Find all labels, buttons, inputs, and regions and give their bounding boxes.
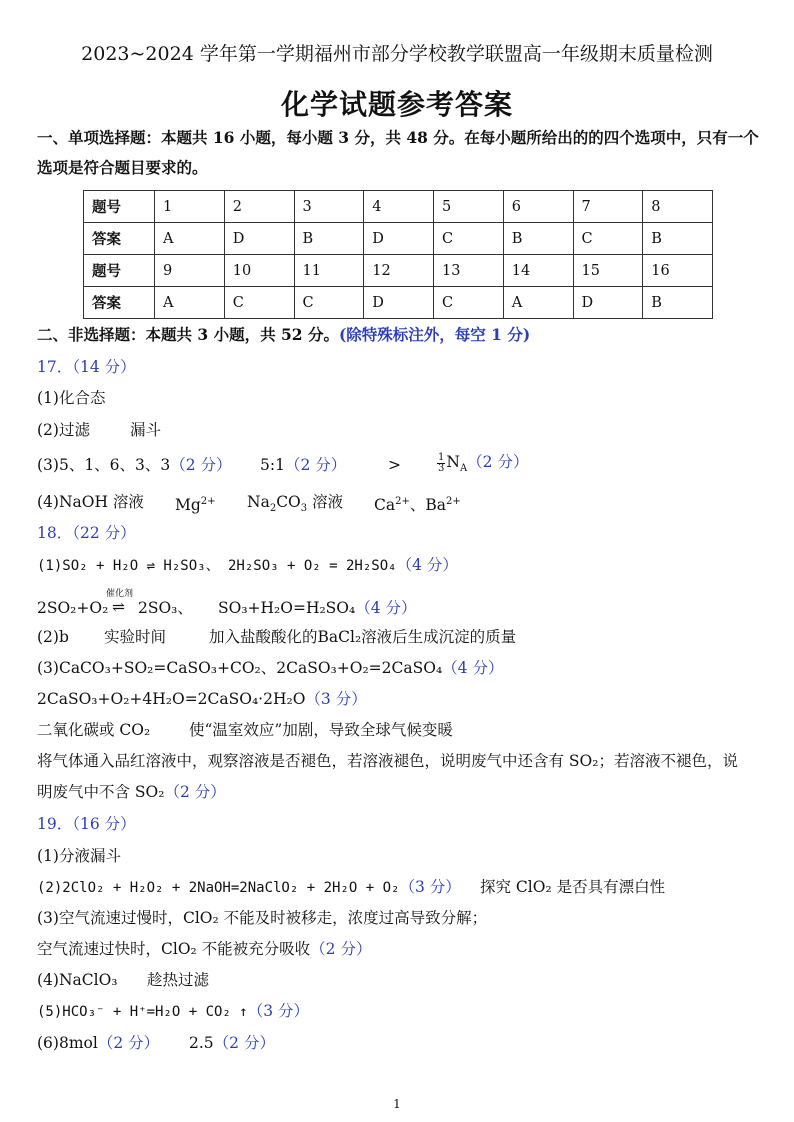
row-label: 题号 [84,255,155,287]
q17-answer-3a [37,455,232,475]
row-label: 答案 [84,223,155,255]
table-cell: 4 [364,191,434,223]
q19-equation-1: (2)2ClO₂ + H₂O₂ + 2NaOH=2NaClO₂ + 2H₂O + O₂ [37,880,400,896]
q19-answer-4b: 趁热过滤 [147,971,210,989]
table-cell: 15 [573,255,643,287]
q18-equation-2: SO₃+H₂O=H₂SO₄ [218,599,356,617]
q19-answer-1: (1)分液漏斗 [37,847,121,865]
q17-answer-3a-text: (3)5、1、6、3、3 [37,456,171,474]
q18-answer-1 [37,555,458,576]
section1-instructions-line2: 选项是符合题目要求的。 [37,158,208,177]
charge-superscript: 2+ [395,496,410,507]
q17-answer-3c: > [388,456,401,474]
q18-heading: 18．（22 分） [37,524,136,542]
q19-answer-3b-score: （2 分） [310,940,372,958]
fraction-numerator: 1 [438,451,445,463]
table-cell: C [434,223,504,255]
q19-answer-2-score: （3 分） [399,878,461,896]
q18-answer-3a [37,658,503,678]
page-title: 化学试题参考答案 [280,88,513,121]
q18-answer-2a: (2)b [37,628,69,646]
q18-answer-3b-score: （3 分） [305,690,367,708]
q17-answer-3d-score: （2 分） [467,453,529,471]
q19-answer-6a-text: (6)8mol [37,1034,98,1052]
table-cell: D [224,223,294,255]
table-row [84,223,713,255]
avogadro-symbol: N [446,453,460,471]
table-cell: 7 [573,191,643,223]
q17-answer-2b: 漏斗 [130,421,162,439]
table-cell: 12 [364,255,434,287]
q18-answer-1b-score: （4 分） [355,599,417,617]
formula-part: CO [276,493,301,511]
q19-answer-3b-text: 空气流速过快时，ClO₂ 不能被充分吸收 [37,940,311,958]
table-cell: B [503,223,573,255]
q18-answer-1b-right [218,598,417,618]
q19-answer-6b [189,1033,275,1053]
table-cell: D [573,287,643,319]
q18-answer-3e: 将气体通入品红溶液中，观察溶液是否褪色，若溶液褪色，说明废气中还含有 SO₂；若溶液不褪色，说 [37,752,738,770]
q19-answer-2b: 探究 ClO₂ 是否具有漂白性 [480,878,666,896]
section2-note: (除特殊标注外，每空 1 分) [338,325,531,344]
q19-answer-6a-score: （2 分） [97,1034,160,1052]
table-cell: 13 [434,255,504,287]
table-row [84,255,713,287]
charge-superscript: 2+ [200,496,216,507]
table-cell: D [364,287,434,319]
row-label: 题号 [84,191,155,223]
avogadro-subscript: A [459,463,468,475]
q18-answer-1-score: （4 分） [396,556,458,574]
table-cell: 5 [434,191,504,223]
q19-answer-3b [37,939,371,959]
formula-subscript: 3 [300,503,308,515]
section2-main: 二、非选择题：本题共 3 小题，共 52 分。 [37,325,339,344]
q17-heading: 17．（14 分） [37,358,136,376]
formula-subscript: 2 [269,503,277,515]
ion-symbol: 、Ba [409,496,446,515]
ion-symbol: Ca [374,496,396,515]
q17-answer-3b [260,455,346,475]
table-cell: B [643,223,713,255]
q18-answer-3f [37,782,226,802]
table-cell: 16 [643,255,713,287]
table-cell: 6 [503,191,573,223]
q19-answer-2 [37,877,461,898]
section2-heading [37,325,530,345]
catalyst-label: 催化剂 [106,589,134,599]
magnesium-symbol: Mg [175,496,201,515]
q19-equation-2: (5)HCO₃⁻ + H⁺=H₂O + CO₂ ↑ [37,1004,248,1020]
row-label: 答案 [84,287,155,319]
table-cell: 10 [224,255,294,287]
q18-answer-3f-score: （2 分） [164,783,226,801]
answer-table [83,190,713,319]
q17-answer-4c [247,492,343,519]
q18-answer-3f-text: 明废气中不含 SO₂ [37,783,165,801]
table-cell: A [155,287,225,319]
q18-answer-2c: 加入盐酸酸化的BaCl₂溶液后生成沉淀的质量 [209,628,517,646]
q19-answer-5 [37,1001,309,1022]
q18-answer-1b-mid: 2SO₃、 [138,599,193,617]
table-cell: 11 [294,255,364,287]
q18-answer-3c: 二氧化碳或 CO₂ [37,721,151,739]
q17-answer-3b-text: 5:1 [260,456,285,474]
table-cell: B [294,223,364,255]
charge-superscript: 2+ [446,496,461,507]
q19-answer-6b-text: 2.5 [189,1034,214,1052]
table-row [84,191,713,223]
fraction-denominator: 3 [438,462,445,474]
table-cell: D [364,223,434,255]
q19-answer-6a [37,1033,159,1053]
table-cell: A [155,223,225,255]
q18-answer-3d: 使“温室效应”加剧，导致全球气候变暖 [189,721,453,739]
table-cell: 2 [224,191,294,223]
table-cell: 3 [294,191,364,223]
q18-answer-2b: 实验时间 [104,628,167,646]
q18-answer-3a-score: （4 分） [442,659,504,677]
formula-part: Na [247,493,270,511]
section1-instructions-line1: 一、单项选择题：本题共 16 小题，每小题 3 分，共 48 分。在每小题所给出的的四个选项中，只有一个 [37,128,759,147]
q18-equation-4: 2CaSO₃+O₂+4H₂O=2CaSO₄·2H₂O [37,690,306,708]
q17-answer-4a: (4)NaOH 溶液 [37,493,144,511]
q18-equation-1: (1)SO₂ + H₂O ⇌ H₂SO₃、 2H₂SO₃ + O₂ = 2H₂SO₄ [37,558,397,574]
table-cell: B [643,287,713,319]
q19-answer-6b-score: （2 分） [213,1034,275,1052]
table-cell: 14 [503,255,573,287]
table-cell: C [573,223,643,255]
table-cell: A [503,287,573,319]
q18-equation-3: (3)CaCO₃+SO₂=CaSO₃+CO₂、2CaSO₃+O₂=2CaSO₄ [37,659,443,677]
q17-answer-3a-score: （2 分） [170,456,232,474]
formula-part: 溶液 [307,493,344,511]
q17-answer-4b [175,492,216,515]
q17-answer-2a: (2)过滤 [37,421,90,439]
q19-answer-5-score: （3 分） [247,1002,310,1020]
reversible-arrow-icon: ⇌ [112,598,125,616]
table-row [84,287,713,319]
q19-answer-4a: (4)NaClO₃ [37,971,118,989]
table-cell: C [434,287,504,319]
q19-answer-3a: (3)空气流速过慢时，ClO₂ 不能及时被移走，浓度过高导致分解； [37,909,488,927]
q18-answer-1b-left: 2SO₂+O₂ [37,599,109,617]
table-cell: C [294,287,364,319]
q17-answer-4d [374,492,461,515]
table-cell: 9 [155,255,225,287]
q18-answer-3b [37,689,367,709]
q17-answer-3d [436,452,528,479]
exam-header: 2023~2024 学年第一学期福州市部分学校教学联盟高一年级期末质量检测 [81,43,713,65]
table-cell: C [224,287,294,319]
q17-answer-3b-score: （2 分） [284,456,347,474]
fraction [437,453,445,474]
table-cell: 8 [643,191,713,223]
q19-heading: 19．（16 分） [37,815,136,833]
table-cell: 1 [155,191,225,223]
page-number: 1 [393,1097,401,1111]
q17-answer-1: (1)化合态 [37,389,106,407]
